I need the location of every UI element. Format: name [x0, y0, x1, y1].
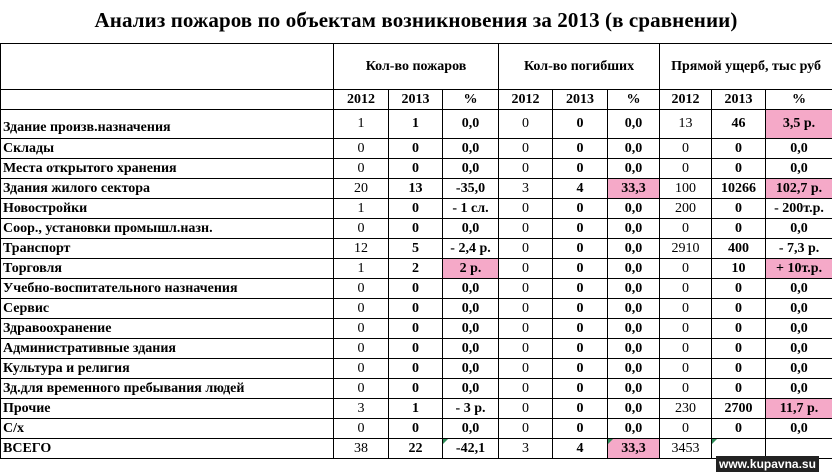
row-label: Новостройки	[1, 199, 334, 219]
table-cell: 0	[389, 359, 443, 379]
table-cell: 2910	[660, 239, 712, 259]
table-row	[1, 299, 832, 319]
row-label: С/х	[1, 419, 334, 439]
table-cell: 0	[499, 110, 553, 139]
table-cell: 0,0	[608, 110, 660, 139]
table-cell: 4	[553, 179, 608, 199]
table-cell: 3453	[660, 439, 712, 459]
table-row	[1, 259, 832, 279]
table-cell: 1	[334, 259, 389, 279]
table-cell: 0,0	[443, 419, 499, 439]
table-cell: 0	[499, 259, 553, 279]
table-cell: 2 р.	[443, 259, 499, 279]
row-label-subheader	[1, 90, 334, 110]
table-cell: - 3 р.	[443, 399, 499, 419]
table-cell: 0	[389, 339, 443, 359]
table-cell: 0,0	[443, 299, 499, 319]
table-cell: 1	[389, 110, 443, 139]
table-row	[1, 179, 832, 199]
table-row	[1, 419, 832, 439]
table-cell: 0,0	[766, 379, 832, 399]
table-cell: 0,0	[443, 279, 499, 299]
table-cell: 0,0	[608, 379, 660, 399]
table-row	[1, 319, 832, 339]
table-cell: 0	[712, 199, 766, 219]
table-cell: 0	[712, 359, 766, 379]
table-cell: 3	[499, 439, 553, 459]
row-label: Зд.для временного пребывания людей	[1, 379, 334, 399]
table-cell: + 10т.р.	[766, 259, 832, 279]
table-cell: 2	[389, 259, 443, 279]
table-row	[1, 359, 832, 379]
table-cell: 12	[334, 239, 389, 259]
table-row	[1, 199, 832, 219]
table-cell: 2700	[712, 399, 766, 419]
table-cell: 0,0	[608, 159, 660, 179]
row-label: Места открытого хранения	[1, 159, 334, 179]
table-cell: 0	[334, 139, 389, 159]
table-cell: 0	[499, 219, 553, 239]
table-cell: 3	[499, 179, 553, 199]
row-label: Транспорт	[1, 239, 334, 259]
table-cell: 0	[660, 359, 712, 379]
table-cell: 0,0	[608, 239, 660, 259]
table-cell: 0,0	[443, 339, 499, 359]
table-cell: 0	[334, 279, 389, 299]
table-cell: 0	[553, 359, 608, 379]
table-cell: 46	[712, 110, 766, 139]
row-label: Соор., установки промышл.назн.	[1, 219, 334, 239]
subheader-percent: %	[766, 90, 832, 110]
table-cell: 0	[553, 279, 608, 299]
subheader-2013: 2013	[553, 90, 608, 110]
table-cell: 0,0	[608, 359, 660, 379]
group-header-fires: Кол-во пожаров	[334, 44, 499, 90]
table-cell: 0,0	[443, 139, 499, 159]
table-cell: 0,0	[443, 159, 499, 179]
table-row	[1, 379, 832, 399]
subheader-2012: 2012	[334, 90, 389, 110]
table-cell: 0	[499, 299, 553, 319]
table-cell: 0,0	[443, 219, 499, 239]
table-cell: 0	[334, 379, 389, 399]
table-cell: 0	[499, 339, 553, 359]
table-cell: 0	[499, 359, 553, 379]
table-cell: 0	[499, 139, 553, 159]
table-cell: 0	[553, 110, 608, 139]
table-cell: 0	[499, 159, 553, 179]
table-cell: 0,0	[766, 139, 832, 159]
table-cell: 0	[389, 419, 443, 439]
table-row	[1, 339, 832, 359]
table-cell: 0	[334, 419, 389, 439]
table-cell: 0	[499, 379, 553, 399]
table-cell: 0,0	[766, 339, 832, 359]
table-cell: 0,0	[443, 319, 499, 339]
table-cell: 0	[499, 419, 553, 439]
table-row	[1, 439, 832, 459]
table-cell: 1	[389, 399, 443, 419]
table-row	[1, 219, 832, 239]
table-cell: 0	[334, 339, 389, 359]
table-cell: - 2,4 р.	[443, 239, 499, 259]
row-label: Административные здания	[1, 339, 334, 359]
table-cell: 0	[499, 279, 553, 299]
table-cell: - 1 сл.	[443, 199, 499, 219]
row-label: Здание произв.назначения	[1, 110, 334, 139]
table-cell: 0	[553, 299, 608, 319]
table-cell: 33,3	[608, 439, 660, 459]
table-cell: 0,0	[766, 419, 832, 439]
table-cell: 10	[712, 259, 766, 279]
table-cell: 0	[499, 319, 553, 339]
row-label: Торговля	[1, 259, 334, 279]
table-cell: 38	[334, 439, 389, 459]
table-cell: 0	[334, 359, 389, 379]
table-row	[1, 239, 832, 259]
table-cell: 0	[499, 199, 553, 219]
table-cell: 0	[660, 379, 712, 399]
table-cell: 0	[334, 299, 389, 319]
row-label: Культура и религия	[1, 359, 334, 379]
row-label: Здравоохранение	[1, 319, 334, 339]
table-cell: 0	[553, 199, 608, 219]
table-cell: 0	[660, 299, 712, 319]
table-cell: 0,0	[766, 319, 832, 339]
table-cell: 0	[553, 159, 608, 179]
table-cell: 0	[660, 419, 712, 439]
table-cell: 0	[389, 199, 443, 219]
table-cell: 400	[712, 239, 766, 259]
table-cell: 0	[712, 339, 766, 359]
table-cell: 0	[712, 419, 766, 439]
row-label: Здания жилого сектора	[1, 179, 334, 199]
table-cell: 0	[499, 399, 553, 419]
table-cell: 0,0	[608, 419, 660, 439]
table-cell: 0	[712, 139, 766, 159]
table-cell: 0,0	[443, 110, 499, 139]
table-cell: 0	[499, 239, 553, 259]
table-cell: 0,0	[608, 299, 660, 319]
table-cell: 0	[334, 319, 389, 339]
table-cell: -35,0	[443, 179, 499, 199]
table-cell: 0	[553, 139, 608, 159]
table-cell: - 200т.р.	[766, 199, 832, 219]
table-cell: 0,0	[608, 219, 660, 239]
table-cell: 0,0	[766, 279, 832, 299]
table-cell: 0	[553, 339, 608, 359]
table-cell: 10266	[712, 179, 766, 199]
table-cell: 0	[553, 419, 608, 439]
table-cell: 0	[712, 299, 766, 319]
table-cell: 0	[389, 299, 443, 319]
table-cell: 0	[553, 219, 608, 239]
table-cell: 1	[334, 199, 389, 219]
table-cell: 0,0	[766, 159, 832, 179]
row-label: Учебно-воспитательного назначения	[1, 279, 334, 299]
table-cell: 0	[660, 259, 712, 279]
table-cell: 0	[389, 379, 443, 399]
table-cell: 0,0	[608, 399, 660, 419]
table-cell: -42,1	[443, 439, 499, 459]
table-cell: 3,5 р.	[766, 110, 832, 139]
table-cell: 0	[389, 139, 443, 159]
table-cell: 0	[660, 219, 712, 239]
table-cell: 13	[389, 179, 443, 199]
table-cell: 0	[660, 339, 712, 359]
table-cell: 0	[712, 219, 766, 239]
table-cell: 0,0	[608, 319, 660, 339]
subheader-2013: 2013	[389, 90, 443, 110]
table-cell: 0	[334, 219, 389, 239]
table-cell: 0,0	[608, 279, 660, 299]
table-cell: 0	[553, 259, 608, 279]
table-cell: 0,0	[766, 299, 832, 319]
table-cell: 22	[389, 439, 443, 459]
table-cell: 0,0	[608, 259, 660, 279]
table-cell: 0	[553, 379, 608, 399]
group-header-deaths: Кол-во погибших	[499, 44, 660, 90]
table-row	[1, 279, 832, 299]
table-cell: 0	[660, 319, 712, 339]
table-cell: 100	[660, 179, 712, 199]
watermark-text: www.kupavna.su	[716, 456, 819, 472]
table-cell: 0	[334, 159, 389, 179]
table-row	[1, 110, 832, 139]
table-cell: 0	[553, 239, 608, 259]
group-header-damage: Прямой ущерб, тыс руб	[660, 44, 832, 90]
row-label: Прочие	[1, 399, 334, 419]
table-body	[1, 110, 832, 459]
table-cell: 0,0	[766, 359, 832, 379]
table-row	[1, 139, 832, 159]
table-row	[1, 399, 832, 419]
subheader-2012: 2012	[499, 90, 553, 110]
row-label: ВСЕГО	[1, 439, 334, 459]
table-cell: 0	[660, 279, 712, 299]
table-cell: 0	[553, 399, 608, 419]
table-cell: 0	[389, 159, 443, 179]
table-cell: 102,7 р.	[766, 179, 832, 199]
table-cell: 3	[334, 399, 389, 419]
table-row	[1, 159, 832, 179]
table-cell: 33,3	[608, 179, 660, 199]
table-cell: 0	[389, 219, 443, 239]
table-cell: 230	[660, 399, 712, 419]
table-cell: 0,0	[608, 139, 660, 159]
row-label: Склады	[1, 139, 334, 159]
table-cell: 0,0	[443, 359, 499, 379]
table-cell: 0	[712, 319, 766, 339]
row-label: Сервис	[1, 299, 334, 319]
subheader-percent: %	[608, 90, 660, 110]
table-cell: 0	[712, 159, 766, 179]
table-cell: 20	[334, 179, 389, 199]
table-cell: 0,0	[608, 339, 660, 359]
table-cell: 1	[334, 110, 389, 139]
table-cell: 11,7 р.	[766, 399, 832, 419]
subheader-2012: 2012	[660, 90, 712, 110]
subheader-2013: 2013	[712, 90, 766, 110]
table-cell: 5	[389, 239, 443, 259]
table-cell: 0	[660, 159, 712, 179]
page-title: Анализ пожаров по объектам возникновения за 2013 (в сравнении)	[94, 8, 738, 32]
table-cell: 0,0	[608, 199, 660, 219]
fire-analysis-table	[0, 43, 832, 459]
table-cell: 0	[660, 139, 712, 159]
table-cell: 13	[660, 110, 712, 139]
table-cell: 200	[660, 199, 712, 219]
table-cell: 0,0	[443, 379, 499, 399]
table-cell: 0	[553, 319, 608, 339]
table-cell: 0	[389, 319, 443, 339]
subheader-percent: %	[443, 90, 499, 110]
table-cell: 0	[389, 279, 443, 299]
table-cell: 0	[712, 379, 766, 399]
table-cell: - 7,3 р.	[766, 239, 832, 259]
row-label-header	[1, 44, 334, 90]
table-cell: 4	[553, 439, 608, 459]
table-cell: 0,0	[766, 219, 832, 239]
table-cell: 0	[712, 279, 766, 299]
